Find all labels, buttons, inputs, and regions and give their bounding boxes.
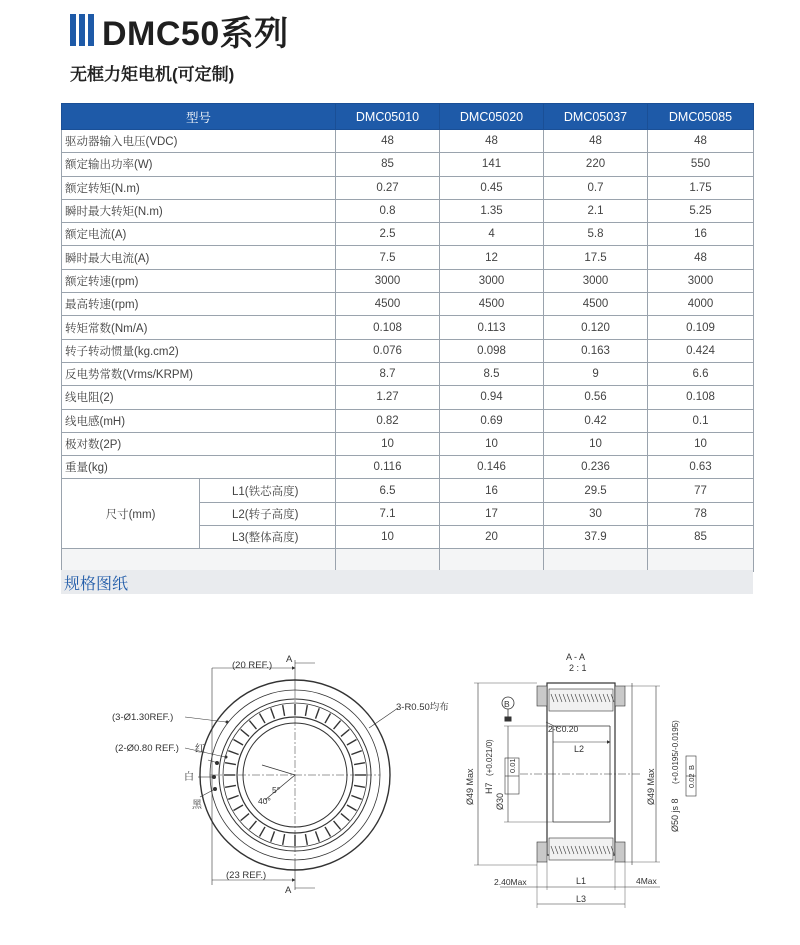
section-title: 规格图纸 bbox=[64, 576, 129, 593]
stator-slot bbox=[351, 751, 361, 755]
row-value: 17.5 bbox=[544, 246, 648, 269]
stator-slot bbox=[341, 814, 349, 821]
row-value: 0.113 bbox=[440, 316, 544, 339]
technical-drawing bbox=[0, 600, 800, 940]
row-value: 5.25 bbox=[648, 199, 754, 222]
stator-slot bbox=[228, 796, 238, 800]
row-value: 8.7 bbox=[336, 362, 440, 385]
row-value: 3000 bbox=[648, 269, 754, 292]
row-value: 78 bbox=[648, 502, 754, 525]
header-model-2: DMC05020 bbox=[440, 104, 544, 130]
stator-slot bbox=[241, 729, 249, 736]
section-scale: 2 : 1 bbox=[569, 663, 587, 673]
row-value: 3000 bbox=[544, 269, 648, 292]
row-value: 85 bbox=[336, 153, 440, 176]
row-param: 重量(kg) bbox=[62, 456, 336, 479]
table-row bbox=[62, 176, 754, 199]
section-l2: L2 bbox=[574, 744, 585, 754]
stator-slot bbox=[347, 740, 357, 746]
row-value: 1.27 bbox=[336, 386, 440, 409]
table-row bbox=[62, 130, 754, 153]
row-value: 2.1 bbox=[544, 199, 648, 222]
section-dia50: Ø50 js 8 bbox=[670, 798, 680, 832]
row-value: 0.42 bbox=[544, 409, 648, 432]
row-value: 0.94 bbox=[440, 386, 544, 409]
section-dia49-left: Ø49 Max bbox=[465, 768, 475, 805]
row-param: 额定转速(rpm) bbox=[62, 269, 336, 292]
stator-slot bbox=[271, 831, 275, 841]
row-value: 4500 bbox=[440, 293, 544, 316]
stator-slot bbox=[316, 708, 320, 718]
row-value: 10 bbox=[544, 432, 648, 455]
stator-slot bbox=[271, 708, 275, 718]
front-wire-red: 红 bbox=[195, 744, 205, 755]
row-value: 77 bbox=[648, 479, 754, 502]
row-param: 额定输出功率(W) bbox=[62, 153, 336, 176]
stator-slot bbox=[249, 721, 256, 729]
front-holes-080: (2-Ø0.80 REF.) bbox=[115, 743, 179, 754]
stator-slot bbox=[234, 805, 244, 811]
row-value: 0.116 bbox=[336, 456, 440, 479]
stator-slot bbox=[325, 827, 331, 837]
row-sub-param: L2(转子高度) bbox=[200, 502, 336, 525]
row-value: 10 bbox=[648, 432, 754, 455]
stator-slot bbox=[234, 740, 244, 746]
row-param: 最高转速(rpm) bbox=[62, 293, 336, 316]
table-row bbox=[62, 339, 754, 362]
stator-slot bbox=[260, 827, 266, 837]
row-value: 0.82 bbox=[336, 409, 440, 432]
row-param: 瞬时最大转矩(N.m) bbox=[62, 199, 336, 222]
row-value: 4500 bbox=[544, 293, 648, 316]
row-value: 16 bbox=[440, 479, 544, 502]
row-value: 10 bbox=[336, 432, 440, 455]
row-value: 0.1 bbox=[648, 409, 754, 432]
stator-slot bbox=[260, 714, 266, 724]
stator-slot bbox=[316, 831, 320, 841]
row-param: 瞬时最大电流(A) bbox=[62, 246, 336, 269]
header-model-1: DMC05010 bbox=[336, 104, 440, 130]
row-value: 141 bbox=[440, 153, 544, 176]
row-param: 驱动器输入电压(VDC) bbox=[62, 130, 336, 153]
front-section-mark-bottom: A bbox=[285, 885, 292, 896]
stator-slot bbox=[225, 763, 236, 765]
header-model: 型号 bbox=[62, 104, 336, 130]
stator-slot bbox=[225, 785, 236, 787]
table-row bbox=[62, 223, 754, 246]
header-model-3: DMC05037 bbox=[544, 104, 648, 130]
row-param: 线电阻(2) bbox=[62, 386, 336, 409]
section-title-aa: A - A bbox=[566, 652, 586, 662]
row-value: 12 bbox=[440, 246, 544, 269]
row-value: 85 bbox=[648, 526, 754, 549]
section-dim-4max: 4Max bbox=[636, 876, 657, 886]
page-title: DMC50系列 bbox=[102, 14, 289, 53]
stator-slot bbox=[325, 714, 331, 724]
table-row bbox=[62, 293, 754, 316]
row-sub-param: L3(整体高度) bbox=[200, 526, 336, 549]
section-runout: 0.01 bbox=[508, 758, 517, 773]
table-spacer-row bbox=[62, 549, 754, 572]
section-dim-240: 2.40Max bbox=[494, 877, 527, 887]
row-value: 6.6 bbox=[648, 362, 754, 385]
section-datum-b: B bbox=[504, 699, 510, 709]
dimension-group-label: 尺寸(mm) bbox=[62, 479, 200, 549]
front-dim-20ref: (20 REF.) bbox=[232, 660, 273, 671]
row-param: 额定电流(A) bbox=[62, 223, 336, 246]
stator-slot bbox=[347, 805, 357, 811]
table-row bbox=[62, 246, 754, 269]
section-l1: L1 bbox=[576, 876, 587, 886]
spec-table bbox=[61, 103, 754, 572]
row-value: 0.69 bbox=[440, 409, 544, 432]
front-angle-5: 5° bbox=[272, 785, 281, 795]
row-value: 0.236 bbox=[544, 456, 648, 479]
row-value: 0.7 bbox=[544, 176, 648, 199]
row-value: 4 bbox=[440, 223, 544, 246]
section-conc-datum: B bbox=[687, 764, 696, 770]
section-l3: L3 bbox=[576, 894, 587, 904]
table-row bbox=[62, 362, 754, 385]
table-row bbox=[62, 409, 754, 432]
row-value: 4000 bbox=[648, 293, 754, 316]
row-param: 额定转矩(N.m) bbox=[62, 176, 336, 199]
stator-slot bbox=[305, 834, 307, 845]
table-row bbox=[62, 199, 754, 222]
header-model-4: DMC05085 bbox=[648, 104, 754, 130]
row-value: 7.1 bbox=[336, 502, 440, 525]
section-tol-js8: (+0.0195/-0.0195) bbox=[671, 720, 680, 784]
row-param: 线电感(mH) bbox=[62, 409, 336, 432]
row-value: 2.5 bbox=[336, 223, 440, 246]
row-value: 0.120 bbox=[544, 316, 648, 339]
section-dia30: Ø30 bbox=[495, 792, 505, 810]
stator-slot bbox=[354, 785, 365, 787]
row-value: 0.108 bbox=[336, 316, 440, 339]
stator-slot bbox=[249, 821, 256, 829]
row-value: 3000 bbox=[336, 269, 440, 292]
row-value: 0.163 bbox=[544, 339, 648, 362]
row-value: 10 bbox=[336, 526, 440, 549]
row-value: 48 bbox=[648, 246, 754, 269]
front-dim-23ref: (23 REF.) bbox=[226, 870, 267, 881]
stator-slot bbox=[228, 751, 238, 755]
row-value: 48 bbox=[440, 130, 544, 153]
stator-slot bbox=[334, 721, 341, 729]
section-chamfer: 2-C0.20 bbox=[548, 724, 579, 734]
spec-table-body bbox=[62, 130, 754, 572]
row-param: 转矩常数(Nm/A) bbox=[62, 316, 336, 339]
row-value: 0.146 bbox=[440, 456, 544, 479]
table-header-row bbox=[62, 104, 754, 130]
row-value: 30 bbox=[544, 502, 648, 525]
row-value: 0.63 bbox=[648, 456, 754, 479]
row-sub-param: L1(铁芯高度) bbox=[200, 479, 336, 502]
row-value: 5.8 bbox=[544, 223, 648, 246]
stator-slot bbox=[305, 705, 307, 716]
row-value: 16 bbox=[648, 223, 754, 246]
table-row bbox=[62, 432, 754, 455]
row-param: 转子转动惯量(kg.cm2) bbox=[62, 339, 336, 362]
stator-slot bbox=[354, 763, 365, 765]
row-value: 6.5 bbox=[336, 479, 440, 502]
table-row bbox=[62, 456, 754, 479]
section-h7: H7 bbox=[484, 782, 494, 794]
row-value: 0.076 bbox=[336, 339, 440, 362]
row-value: 0.108 bbox=[648, 386, 754, 409]
row-value: 17 bbox=[440, 502, 544, 525]
section-view bbox=[474, 683, 696, 908]
page-header bbox=[70, 10, 289, 53]
section-band bbox=[61, 570, 753, 594]
row-value: 8.5 bbox=[440, 362, 544, 385]
row-value: 10 bbox=[440, 432, 544, 455]
row-value: 7.5 bbox=[336, 246, 440, 269]
row-value: 1.75 bbox=[648, 176, 754, 199]
row-value: 29.5 bbox=[544, 479, 648, 502]
row-value: 220 bbox=[544, 153, 648, 176]
row-value: 48 bbox=[336, 130, 440, 153]
row-value: 0.8 bbox=[336, 199, 440, 222]
table-row bbox=[62, 269, 754, 292]
stator-slot bbox=[334, 821, 341, 829]
front-wire-black: 黑 bbox=[192, 800, 202, 811]
row-param: 极对数(2P) bbox=[62, 432, 336, 455]
row-value: 48 bbox=[648, 130, 754, 153]
row-value: 20 bbox=[440, 526, 544, 549]
table-row bbox=[62, 316, 754, 339]
row-value: 9 bbox=[544, 362, 648, 385]
front-section-mark-top: A bbox=[286, 654, 293, 665]
stator-slot bbox=[351, 796, 361, 800]
row-value: 550 bbox=[648, 153, 754, 176]
row-value: 0.45 bbox=[440, 176, 544, 199]
row-param: 反电势常数(Vrms/KRPM) bbox=[62, 362, 336, 385]
stator-slot bbox=[283, 705, 285, 716]
stator-slot bbox=[241, 814, 249, 821]
row-value: 0.109 bbox=[648, 316, 754, 339]
row-value: 48 bbox=[544, 130, 648, 153]
front-view bbox=[185, 660, 398, 890]
front-wire-white: 白 bbox=[184, 772, 194, 783]
section-dia49-right: Ø49 Max bbox=[646, 768, 656, 805]
front-holes-130: (3-Ø1.30REF.) bbox=[112, 712, 174, 723]
page-subtitle: 无框力矩电机(可定制) bbox=[70, 65, 235, 84]
front-radius-note: 3-R0.50均布 bbox=[396, 702, 449, 713]
section-tol-h7: (+0.021/0) bbox=[485, 739, 494, 776]
row-value: 0.424 bbox=[648, 339, 754, 362]
row-value: 4500 bbox=[336, 293, 440, 316]
row-value: 0.56 bbox=[544, 386, 648, 409]
front-angle-40: 40° bbox=[258, 796, 271, 806]
row-value: 37.9 bbox=[544, 526, 648, 549]
row-value: 1.35 bbox=[440, 199, 544, 222]
row-value: 0.098 bbox=[440, 339, 544, 362]
stator-slot bbox=[283, 834, 285, 845]
table-row bbox=[62, 479, 754, 502]
table-row bbox=[62, 153, 754, 176]
row-value: 0.27 bbox=[336, 176, 440, 199]
section-concentricity: 0.02 bbox=[687, 773, 696, 788]
brand-bars-icon bbox=[70, 14, 94, 46]
table-row bbox=[62, 386, 754, 409]
stator-slot bbox=[341, 729, 349, 736]
row-value: 3000 bbox=[440, 269, 544, 292]
